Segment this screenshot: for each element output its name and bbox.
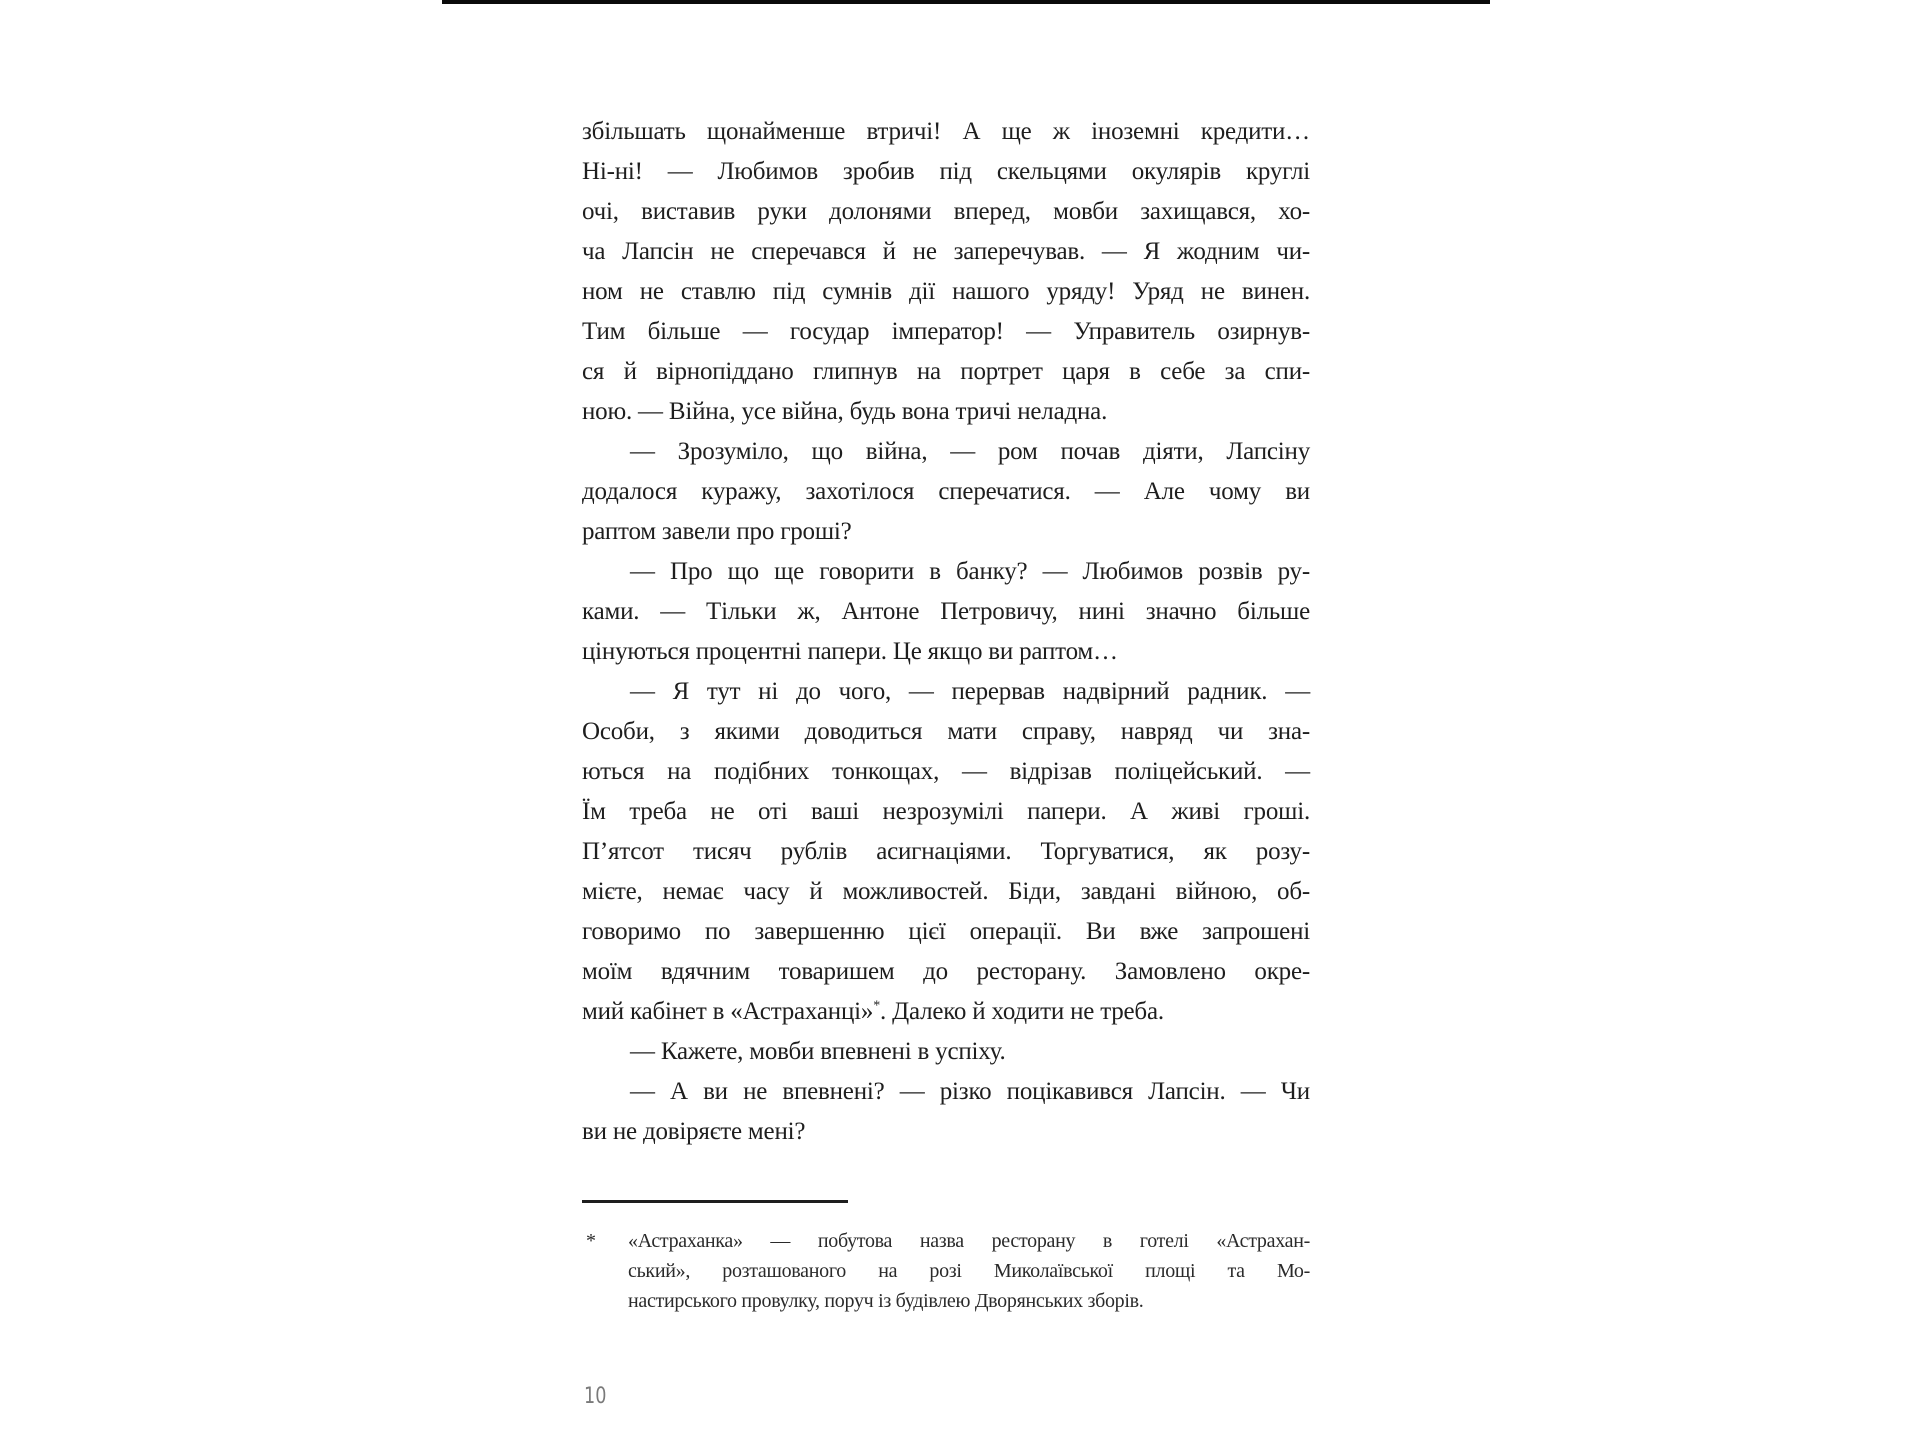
text-fragment: мий кабінет в «Астраханці»: [582, 998, 874, 1025]
footnote-reference[interactable]: *: [873, 998, 880, 1014]
footnote-marker: *: [586, 1230, 596, 1252]
text-line: говоримо по завершенню цієї операції. Ви вже запрошені: [582, 918, 1310, 945]
text-line: — Кажете, мовби впевнені в успіху.: [630, 1038, 1006, 1065]
text-line: Тим більше — государ імператор! — Управитель озирнув-: [582, 318, 1310, 345]
text-line: П’ятсот тисяч рублів асигнаціями. Торгуватися, як розу-: [582, 838, 1310, 865]
text-line: ви не довіряєте мені?: [582, 1118, 806, 1145]
text-line: ються на подібних тонкощах, — відрізав поліцейський. —: [582, 758, 1310, 785]
footnote-text: [628, 1226, 1310, 1316]
footnote-line: настирського провулку, поруч із будівлею Дворянських зборів.: [628, 1290, 1144, 1312]
text-line: мієте, немає часу й можливостей. Біди, завдані війною, об-: [582, 878, 1310, 905]
text-fragment: . Далеко й ходити не треба.: [880, 998, 1164, 1025]
text-line: — Про що ще говорити в банку? — Любимов розвів ру-: [630, 558, 1310, 585]
text-line: додалося куражу, захотілося сперечатися. — Але чому ви: [582, 478, 1310, 505]
text-line: Їм треба не оті ваші незрозумілі папери. А живі гроші.: [582, 798, 1310, 825]
text-line: очі, виставив руки долонями вперед, мовби захищався, хо-: [582, 198, 1310, 225]
text-line: ною. — Війна, усе війна, будь вона тричі неладна.: [582, 398, 1108, 425]
footnote-line: «Астраханка» — побутова назва ресторану в готелі «Астрахан-: [628, 1230, 1310, 1252]
text-line: — Зрозуміло, що війна, — ром почав діяти, Лапсіну: [630, 438, 1310, 465]
text-line: моїм вдячним товаришем до ресторану. Замовлено окре-: [582, 958, 1310, 985]
text-line: збільшать щонайменше втричі! А ще ж іноземні кредити…: [582, 118, 1310, 145]
text-line: ся й вірнопіддано глипнув на портрет царя в себе за спи-: [582, 358, 1310, 385]
main-text-body: [582, 112, 1310, 1152]
text-line: ками. — Тільки ж, Антоне Петровичу, нині значно більше: [582, 598, 1310, 625]
top-border-bar: [442, 0, 1490, 4]
text-line: ном не ставлю під сумнів дії нашого уряду! Уряд не винен.: [582, 278, 1310, 305]
text-line: Особи, з якими доводиться мати справу, навряд чи зна-: [582, 718, 1310, 745]
page-number: 10: [584, 1384, 607, 1409]
text-line: цінуються процентні папери. Це якщо ви раптом…: [582, 638, 1118, 665]
footnote-separator: [582, 1200, 848, 1203]
text-line: — А ви не впевнені? — різко поцікавився Лапсін. — Чи: [630, 1078, 1310, 1105]
text-line-with-footnote-ref: [582, 992, 1310, 1032]
footnote: [582, 1226, 1310, 1316]
text-line: — Я тут ні до чого, — перервав надвірний радник. —: [630, 678, 1310, 705]
text-line: ча Лапсін не сперечався й не заперечував. — Я жодним чи-: [582, 238, 1310, 265]
text-line: раптом завели про гроші?: [582, 518, 852, 545]
text-line: Ні-ні! — Любимов зробив під скельцями окулярів круглі: [582, 158, 1310, 185]
footnote-line: ський», розташованого на розі Миколаївської площі та Мо-: [628, 1260, 1310, 1282]
